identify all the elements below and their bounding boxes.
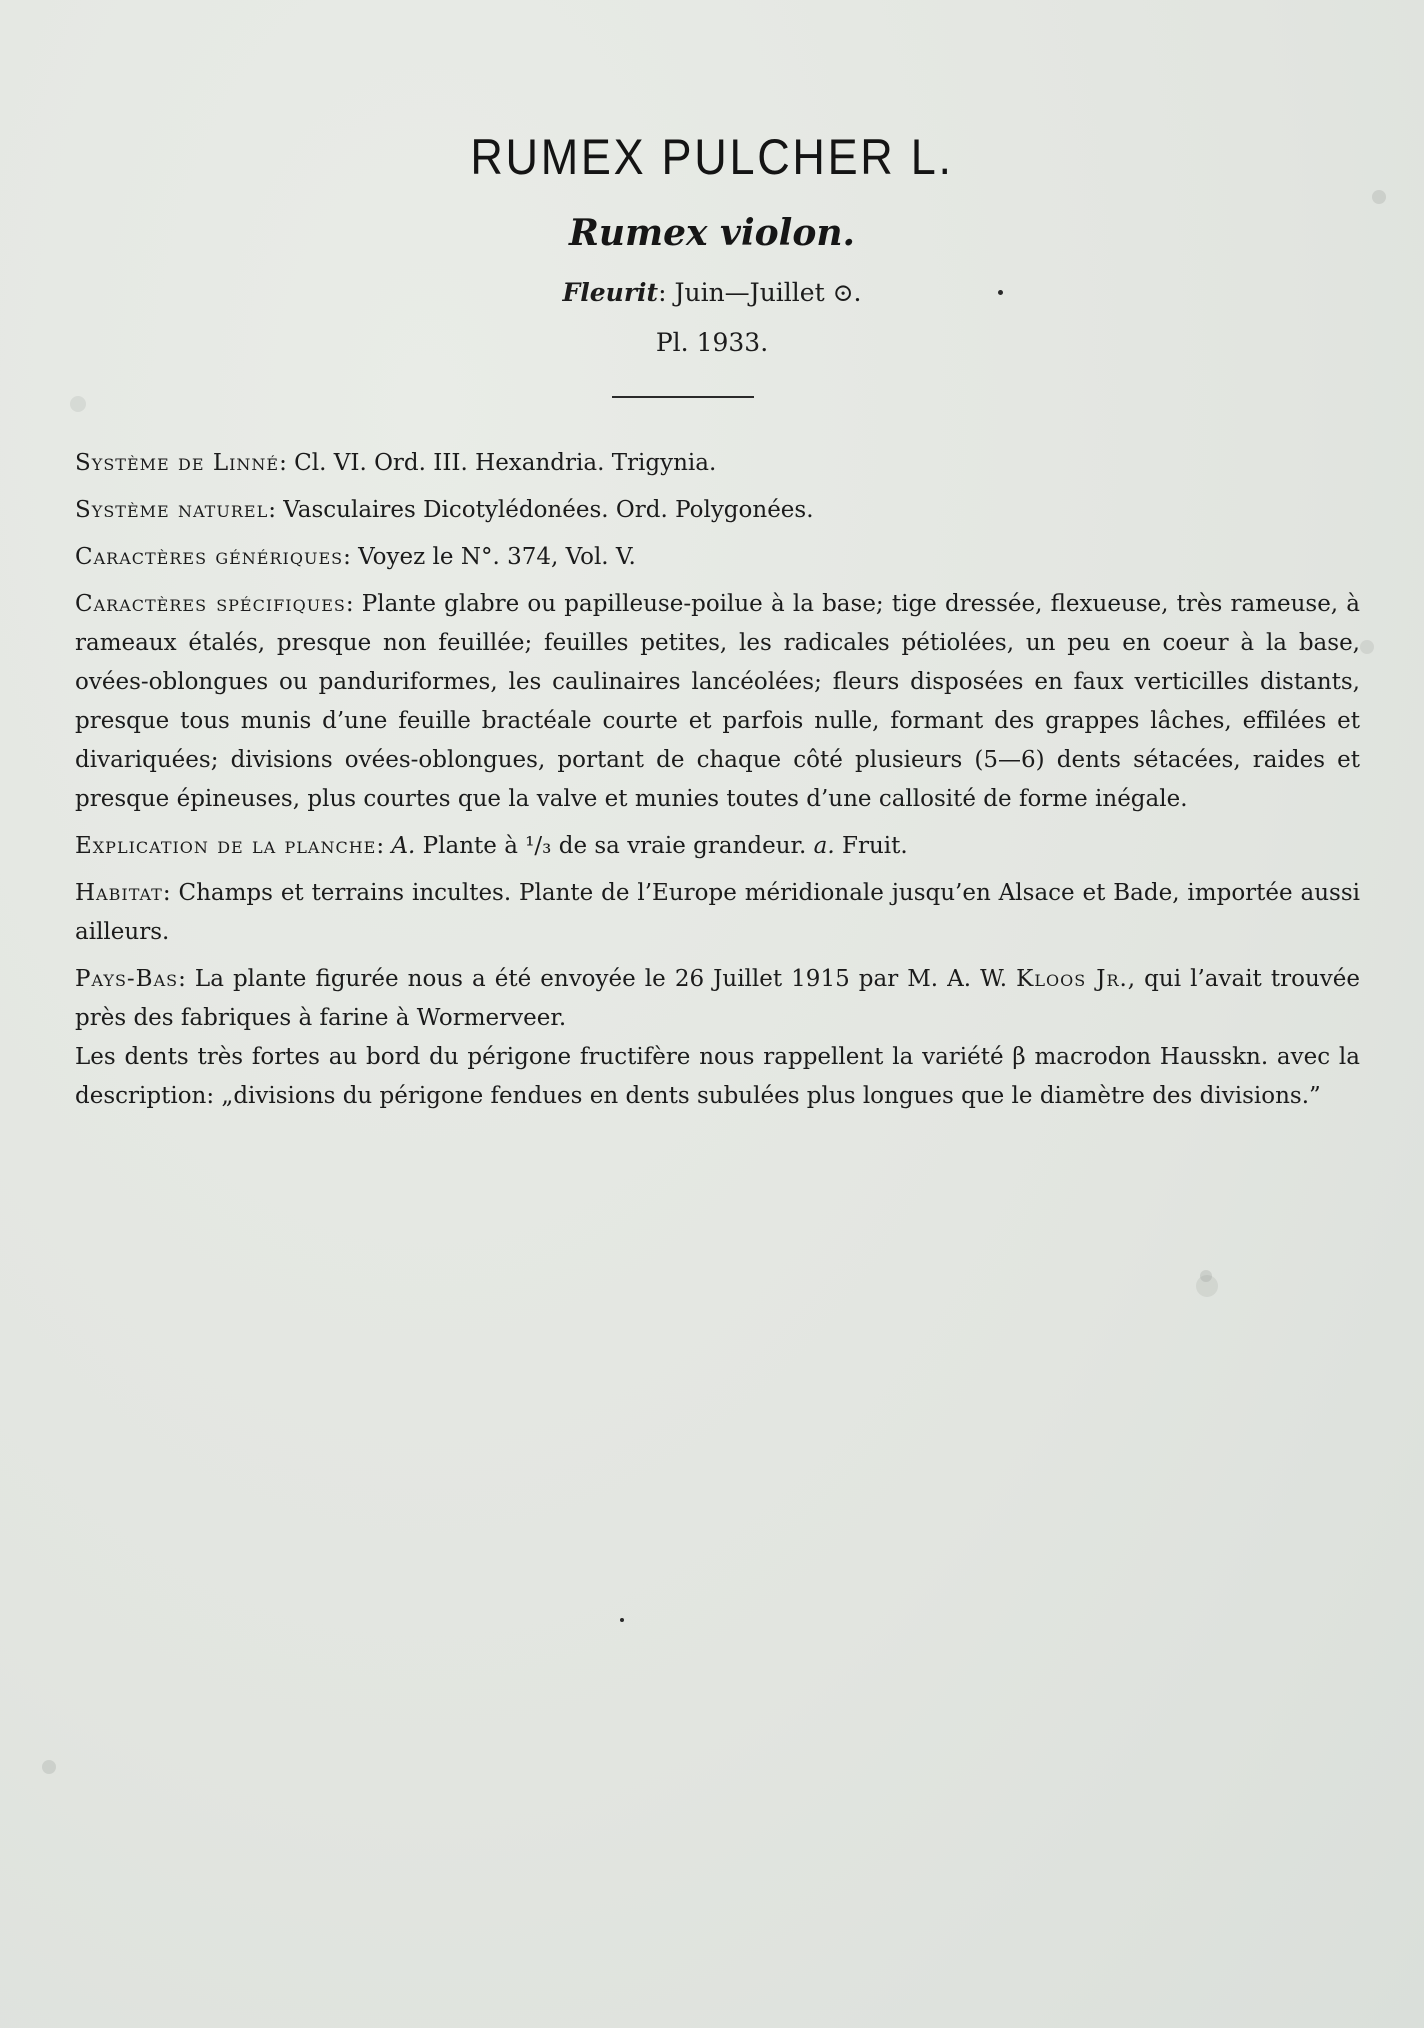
common-name: Rumex violon. <box>568 212 856 254</box>
divider <box>612 396 754 398</box>
page-title: RUMEX PULCHER L. <box>470 129 954 185</box>
paper-speck <box>1372 190 1386 204</box>
naturel-text: : Vasculaires Dicotylédonées. Ord. Polygonées. <box>268 497 814 523</box>
plate-number: Pl. 1933. <box>655 328 769 357</box>
linne-text: : Cl. VI. Ord. III. Hexandria. Trigynia. <box>279 450 717 476</box>
specifiques-text: : Plante glabre ou papilleuse-poilue à la base; tige dressée, flexueuse, très rameuse, à rameaux étalés, presque non feuillée; feuilles petites, les radicales pétiolées, un peu en coeur à la base, ovées-oblongues ou panduriformes, les caulinaires lancéolées; fleurs disposées en faux verticilles distants, presque tous munis d’une feuille bractéale courte et parfois nulle, formant des grappes lâches, effilées et divariquées; divisions ovées-oblongues, portant de chaque côté plusieurs (5—6) dents sétacées, raides et presque épineuses, plus courtes que la valve et munies toutes d’une callosité de forme inégale. <box>75 591 1360 812</box>
section-linne <box>75 444 1360 483</box>
generiques-text: : Voyez le N°. 374, Vol. V. <box>343 544 636 570</box>
linne-label: Système de Linné <box>75 450 280 476</box>
section-dents <box>75 1038 1360 1116</box>
paysbas-text-1: : La plante figurée nous a été envoyée le 26 Juillet 1915 par M. A. W. <box>178 966 1017 992</box>
ink-dot <box>620 1618 624 1622</box>
habitat-text: : Champs et terrains incultes. Plante de l’Europe méridionale jusqu’en Alsace et Bade, importée aussi ailleurs. <box>75 880 1360 945</box>
description-body <box>75 444 1360 1124</box>
section-naturel <box>75 491 1360 530</box>
paper-speck <box>1360 640 1374 654</box>
paper-speck <box>70 396 86 412</box>
specifiques-label: Caractères spécifiques <box>75 591 346 617</box>
explication-a-lower: a. <box>813 833 835 859</box>
naturel-label: Système naturel <box>75 497 269 523</box>
section-habitat <box>75 874 1360 952</box>
fleurit-label: Fleurit <box>562 278 659 307</box>
dents-text: Les dents très fortes au bord du périgone fructifère nous rappellent la variété β macrodon Hausskn. avec la description: „divisions du périgone fendues en dents subulées plus longues que le diamètre des divisions.” <box>75 1044 1360 1109</box>
paysbas-name: Kloos Jr. <box>1016 966 1128 992</box>
explication-label: Explication de la planche <box>75 833 377 859</box>
explication-text-2: Plante à ¹/₃ de sa vraie grandeur. <box>415 833 814 859</box>
section-paysbas <box>75 960 1360 1038</box>
habitat-label: Habitat <box>75 880 163 906</box>
explication-text-3: Fruit. <box>834 833 908 859</box>
explication-a-upper: A. <box>391 833 416 859</box>
explication-text-1: : <box>376 833 392 859</box>
generiques-label: Caractères génériques <box>75 544 344 570</box>
flowering-line <box>0 278 1424 307</box>
ink-dot <box>998 290 1003 295</box>
section-generiques <box>75 538 1360 577</box>
paysbas-label: Pays-Bas <box>75 966 179 992</box>
fleurit-value: : Juin—Juillet ⊙. <box>658 278 862 307</box>
paysbas-text-2: , qui l’avait trouvée près des fabriques à farine à Wormerveer. <box>75 966 1360 1031</box>
section-explication <box>75 827 1360 866</box>
paper-speck <box>1196 1275 1218 1297</box>
paper-speck <box>42 1760 56 1774</box>
section-specifiques <box>75 585 1360 819</box>
